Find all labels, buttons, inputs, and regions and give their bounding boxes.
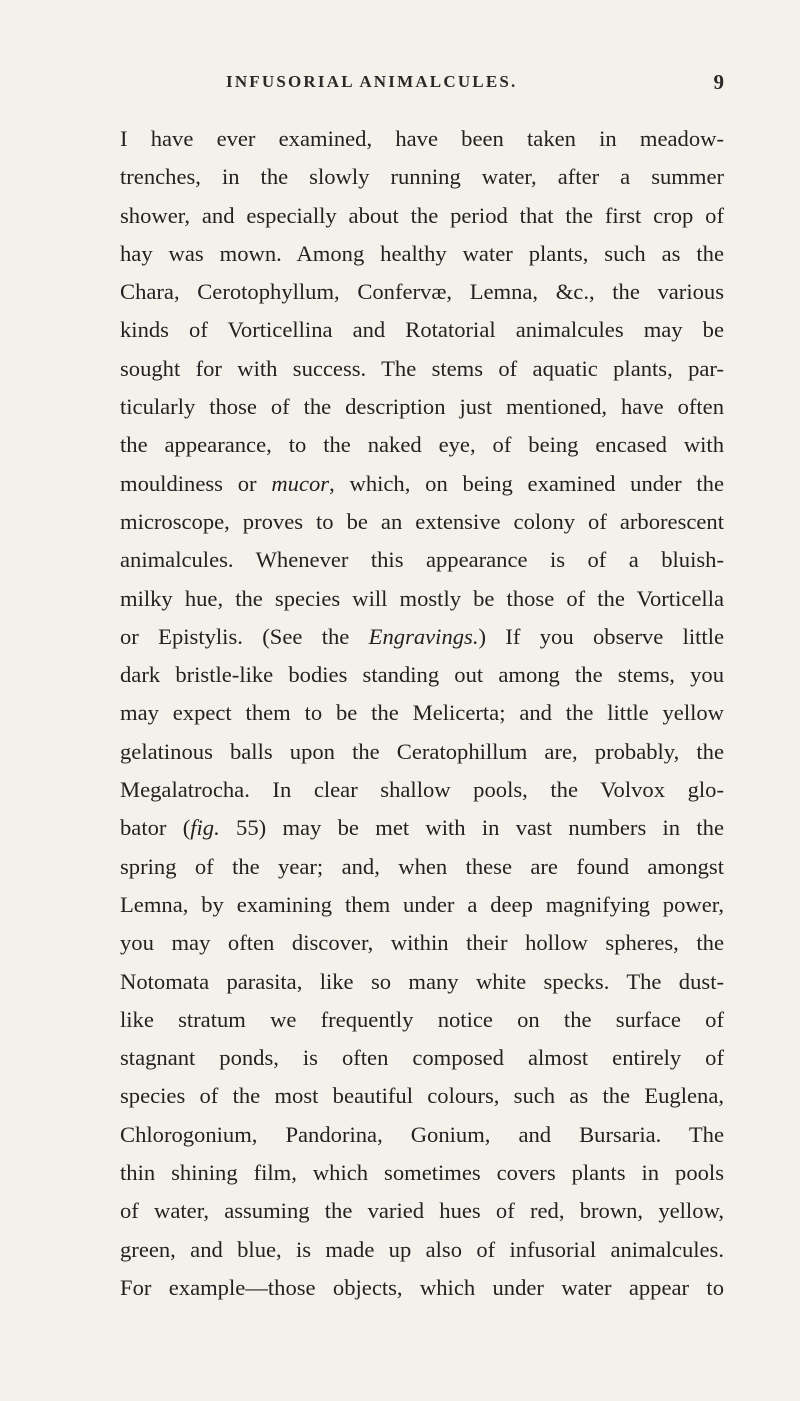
text-segment: kinds of Vorticellina and Rotatorial animalcules may be [120, 317, 724, 343]
text-line [120, 465, 724, 503]
text-segment: dark bristle-like bodies standing out among the stems, you [120, 662, 724, 688]
text-line [120, 1192, 724, 1230]
text-line [120, 503, 724, 541]
text-line [120, 1001, 724, 1039]
text-line [120, 273, 724, 311]
text-segment: you may often discover, within their hollow spheres, the [120, 930, 724, 956]
text-segment: ticularly those of the description just mentioned, have often [120, 394, 724, 420]
text-line [120, 197, 724, 235]
text-segment: sought for with success. The stems of aquatic plants, par- [120, 355, 724, 381]
text-line [120, 963, 724, 1001]
text-line [120, 1077, 724, 1115]
text-segment: milky hue, the species will mostly be those of the Vorticella [120, 585, 724, 611]
text-segment: microscope, proves to be an extensive colony of arborescent [120, 508, 724, 534]
text-segment: shower, and especially about the period that the first crop of [120, 202, 724, 228]
text-segment: Notomata parasita, like so many white specks. The dust- [120, 968, 724, 994]
text-line [120, 886, 724, 924]
text-line [120, 848, 724, 886]
text-line [120, 924, 724, 962]
text-line [120, 580, 724, 618]
text-line [120, 1231, 724, 1269]
text-line [120, 311, 724, 349]
text-line [120, 541, 724, 579]
text-segment: I have ever examined, have been taken in meadow- [120, 126, 724, 151]
text-segment: gelatinous balls upon the Ceratophillum are, probably, the [120, 738, 724, 764]
italic-text: Engravings. [368, 623, 479, 649]
text-segment: trenches, in the slowly running water, after a summer [120, 164, 724, 190]
text-segment: or Epistylis. (See the [120, 623, 369, 649]
text-segment: 55) may be met with in vast numbers in the [219, 815, 724, 841]
text-line [120, 1269, 724, 1307]
text-line [120, 618, 724, 656]
text-segment: like stratum we frequently notice on the surface of [120, 1006, 724, 1032]
text-segment: Megalatrocha. In clear shallow pools, the Volvox glo- [120, 777, 724, 803]
text-line [120, 1116, 724, 1154]
text-line [120, 656, 724, 694]
text-line [120, 809, 724, 847]
text-segment: ) If you observe little [478, 623, 724, 649]
text-segment: stagnant ponds, is often composed almost entirely of [120, 1045, 724, 1071]
text-segment: species of the most beautiful colours, such as the Euglena, [120, 1083, 724, 1109]
text-segment: the appearance, to the naked eye, of being encased with [120, 432, 724, 458]
text-segment: bator ( [120, 815, 191, 841]
text-segment: may expect them to be the Melicerta; and the little yellow [120, 700, 724, 726]
text-line [120, 1039, 724, 1077]
text-line [120, 1154, 724, 1192]
text-segment: hay was mown. Among healthy water plants, such as the [120, 240, 724, 266]
running-title: INFUSORIAL ANIMALCULES. [226, 72, 518, 91]
text-line [120, 120, 724, 158]
body-text [120, 120, 724, 1307]
text-segment: of water, assuming the varied hues of red, brown, yellow, [120, 1198, 724, 1224]
italic-text: fig. [190, 815, 220, 841]
running-head [120, 72, 724, 102]
text-line [120, 235, 724, 273]
text-line [120, 733, 724, 771]
text-segment: Chlorogonium, Pandorina, Gonium, and Bursaria. The [120, 1121, 724, 1147]
text-segment: animalcules. Whenever this appearance is of a bluish- [120, 547, 724, 573]
text-segment: Lemna, by examining them under a deep magnifying power, [120, 891, 724, 917]
text-line [120, 158, 724, 196]
text-line [120, 350, 724, 388]
text-segment: thin shining film, which sometimes covers plants in pools [120, 1160, 724, 1186]
text-segment: , which, on being examined under the [329, 470, 724, 496]
text-segment: mouldiness or [120, 470, 272, 496]
text-line [120, 694, 724, 732]
text-line [120, 388, 724, 426]
text-segment: For example—those objects, which under water appear to [120, 1274, 724, 1300]
italic-text: mucor [271, 470, 330, 496]
text-segment: Chara, Cerotophyllum, Confervæ, Lemna, &c., the various [120, 279, 724, 305]
page-number: 9 [713, 70, 724, 94]
text-segment: green, and blue, is made up also of infusorial animalcules. [120, 1236, 724, 1262]
text-segment: spring of the year; and, when these are found amongst [120, 853, 724, 879]
text-line [120, 426, 724, 464]
text-line [120, 771, 724, 809]
